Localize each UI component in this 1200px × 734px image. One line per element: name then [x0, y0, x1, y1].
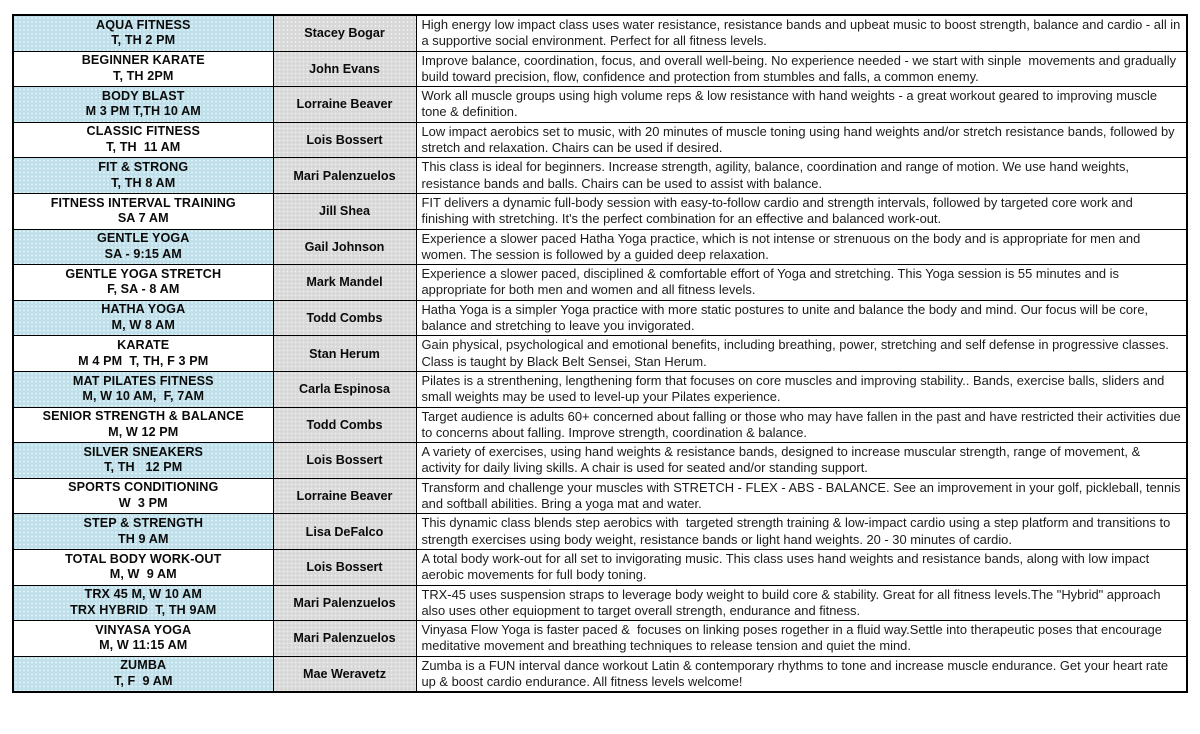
instructor-cell: Lois Bossert: [273, 549, 416, 585]
class-schedule: TRX HYBRID T, TH 9AM: [70, 602, 217, 617]
instructor-cell: Mark Mandel: [273, 265, 416, 301]
description-cell: Zumba is a FUN interval dance workout Latin & contemporary rhythms to tone and increase muscle endurance. Get your heart rate up & boost cardio endurance. All fitness levels welcome!: [416, 656, 1187, 692]
fitness-class-table: [12, 14, 1188, 693]
table-row: [13, 336, 1187, 372]
class-schedule: T, TH 8 AM: [111, 175, 176, 190]
class-cell: [13, 87, 273, 123]
class-schedule: SA - 9:15 AM: [104, 246, 182, 261]
instructor-cell: Todd Combs: [273, 407, 416, 443]
instructor-cell: Todd Combs: [273, 300, 416, 336]
table-row: [13, 656, 1187, 692]
description-cell: FIT delivers a dynamic full-body session with easy-to-follow cardio and strength intervals, followed by targeted core work and finishing with stretching. It's the perfect combination for an effective and balanced work-out.: [416, 193, 1187, 229]
class-cell: [13, 585, 273, 621]
instructor-cell: Jill Shea: [273, 193, 416, 229]
class-name: FITNESS INTERVAL TRAINING: [50, 195, 236, 210]
class-name: BEGINNER KARATE: [81, 53, 205, 68]
description-cell: High energy low impact class uses water resistance, resistance bands and upbeat music to boost strength, balance and cardio - all in a supportive social environment. Perfect for all fitness levels.: [416, 15, 1187, 51]
description-cell: Hatha Yoga is a simpler Yoga practice with more static postures to unite and balance the body and mind. Our focus will be core, balance and stretching to leave you invigorated.: [416, 300, 1187, 336]
class-schedule: M, W 8 AM: [111, 318, 175, 333]
description-cell: Improve balance, coordination, focus, and overall well-being. No experience needed - we start with sinple movements and gradually build toward precision, flow, confidence and protection from stumbles and falls, a common enemy.: [416, 51, 1187, 87]
class-schedule: SA 7 AM: [117, 211, 169, 226]
class-schedule: M, W 12 PM: [108, 424, 179, 439]
class-name: SILVER SNEAKERS: [83, 444, 204, 459]
table-row: [13, 621, 1187, 657]
class-cell: [13, 407, 273, 443]
class-name: STEP & STRENGTH: [83, 516, 204, 531]
class-schedule: T, TH 12 PM: [104, 460, 183, 475]
table-row: [13, 193, 1187, 229]
class-name: ZUMBA: [120, 658, 167, 673]
instructor-cell: Stan Herum: [273, 336, 416, 372]
table-row: [13, 514, 1187, 550]
table-row: [13, 122, 1187, 158]
class-name: KARATE: [117, 338, 170, 353]
instructor-cell: Lorraine Beaver: [273, 87, 416, 123]
description-cell: Pilates is a strenthening, lengthening form that focuses on core muscles and improving stability.. Bands, exercise balls, sliders and small weights may be used to level-up your Pilates experience.: [416, 371, 1187, 407]
class-cell: [13, 122, 273, 158]
description-cell: This dynamic class blends step aerobics with targeted strength training & low-impact cardio using a step platform and transitions to strength exercises using body weight, resistance bands or light hand weights. 20 - 30 minutes of cardio.: [416, 514, 1187, 550]
class-schedule: M 4 PM T, TH, F 3 PM: [78, 353, 209, 368]
description-cell: Transform and challenge your muscles with STRETCH - FLEX - ABS - BALANCE. See an improvement in your golf, pickleball, tennis and softball abilities. Bring a yoga mat and water.: [416, 478, 1187, 514]
class-schedule: T, TH 2PM: [113, 68, 174, 83]
class-cell: [13, 336, 273, 372]
class-schedule-page: [12, 14, 1186, 693]
class-cell: [13, 621, 273, 657]
class-schedule: T, TH 11 AM: [106, 140, 181, 155]
class-schedule: F, SA - 8 AM: [107, 282, 180, 297]
class-cell: [13, 15, 273, 51]
description-cell: Experience a slower paced Hatha Yoga practice, which is not intense or strenuous on the body and is appropriate for men and women. The session is followed by a guided deep relaxation.: [416, 229, 1187, 265]
class-cell: [13, 443, 273, 479]
instructor-cell: Stacey Bogar: [273, 15, 416, 51]
instructor-cell: Mari Palenzuelos: [273, 158, 416, 194]
description-cell: This class is ideal for beginners. Increase strength, agility, balance, coordination and range of motion. We use hand weights, resistance bands and balls. Chairs can be used to assist with balance.: [416, 158, 1187, 194]
table-row: [13, 51, 1187, 87]
instructor-cell: Gail Johnson: [273, 229, 416, 265]
class-name: FIT & STRONG: [98, 160, 189, 175]
instructor-cell: Lois Bossert: [273, 122, 416, 158]
class-name: MAT PILATES FITNESS: [72, 373, 214, 388]
class-cell: [13, 300, 273, 336]
class-schedule: M, W 10 AM, F, 7AM: [82, 389, 205, 404]
class-schedule: W 3 PM: [118, 496, 168, 511]
table-row: [13, 478, 1187, 514]
class-schedule: T, F 9 AM: [113, 673, 173, 688]
description-cell: Target audience is adults 60+ concerned about falling or those who may have fallen in the past and have restricted their activities due to concerns about falling. Improve strength, coordination & balance.: [416, 407, 1187, 443]
class-name: AQUA FITNESS: [96, 17, 191, 32]
description-cell: Vinyasa Flow Yoga is faster paced & focuses on linking poses rogether in a fluid way.Settle into therapeutic poses that encourage meditative movement and breathing techniques to release tension and quiet the mind.: [416, 621, 1187, 657]
class-name: VINYASA YOGA: [95, 622, 192, 637]
table-row: [13, 87, 1187, 123]
description-cell: A variety of exercises, using hand weights & resistance bands, designed to increase muscular strength, range of movement, & activity for daily living skills. A chair is used for seated and/or standing support.: [416, 443, 1187, 479]
instructor-cell: Lois Bossert: [273, 443, 416, 479]
class-name: TOTAL BODY WORK-OUT: [65, 551, 222, 566]
table-row: [13, 158, 1187, 194]
class-cell: [13, 265, 273, 301]
description-cell: TRX-45 uses suspension straps to leverage body weight to build core & stability. Great for all fitness levels.The "Hybrid" approach also uses other equiopment to target overall strength, endurance and fitness.: [416, 585, 1187, 621]
table-row: [13, 549, 1187, 585]
description-cell: Gain physical, psychological and emotional benefits, including breathing, power, stretching and self defense in progressive classes. Class is taught by Black Belt Sensei, Stan Herum.: [416, 336, 1187, 372]
class-cell: [13, 193, 273, 229]
class-name: GENTLE YOGA: [96, 231, 190, 246]
table-row: [13, 15, 1187, 51]
instructor-cell: Carla Espinosa: [273, 371, 416, 407]
class-schedule: T, TH 2 PM: [111, 33, 176, 48]
description-cell: Low impact aerobics set to music, with 20 minutes of muscle toning using hand weights and/or stretch resistance bands, followed by stretch and relaxation. Chairs can be used if desired.: [416, 122, 1187, 158]
class-cell: [13, 158, 273, 194]
table-row: [13, 585, 1187, 621]
schedule-rows: [13, 15, 1187, 692]
instructor-cell: John Evans: [273, 51, 416, 87]
class-name: CLASSIC FITNESS: [86, 124, 200, 139]
class-cell: [13, 51, 273, 87]
class-name: SPORTS CONDITIONING: [68, 480, 219, 495]
class-schedule: TH 9 AM: [117, 531, 169, 546]
class-name: HATHA YOGA: [101, 302, 186, 317]
table-row: [13, 443, 1187, 479]
table-row: [13, 229, 1187, 265]
class-cell: [13, 514, 273, 550]
table-row: [13, 407, 1187, 443]
class-schedule: M, W 9 AM: [109, 567, 177, 582]
table-row: [13, 300, 1187, 336]
description-cell: Experience a slower paced, disciplined & comfortable effort of Yoga and stretching. This Yoga session is 55 minutes and is appropriate for both men and women and all fitness levels.: [416, 265, 1187, 301]
class-cell: [13, 371, 273, 407]
class-name: BODY BLAST: [101, 88, 185, 103]
class-name: TRX 45 M, W 10 AM: [84, 587, 202, 602]
class-name: SENIOR STRENGTH & BALANCE: [42, 409, 244, 424]
table-row: [13, 371, 1187, 407]
class-cell: [13, 478, 273, 514]
description-cell: A total body work-out for all set to invigorating music. This class uses hand weights and resistance bands, along with low impact aerobic movements for full body toning.: [416, 549, 1187, 585]
description-cell: Work all muscle groups using high volume reps & low resistance with hand weights - a great workout geared to improving muscle tone & definition.: [416, 87, 1187, 123]
instructor-cell: Mari Palenzuelos: [273, 585, 416, 621]
class-cell: [13, 549, 273, 585]
instructor-cell: Mae Weravetz: [273, 656, 416, 692]
class-cell: [13, 229, 273, 265]
table-row: [13, 265, 1187, 301]
class-schedule: M 3 PM T,TH 10 AM: [85, 104, 201, 119]
class-name: GENTLE YOGA STRETCH: [65, 266, 222, 281]
class-schedule: M, W 11:15 AM: [99, 638, 188, 653]
instructor-cell: Mari Palenzuelos: [273, 621, 416, 657]
class-cell: [13, 656, 273, 692]
instructor-cell: Lisa DeFalco: [273, 514, 416, 550]
instructor-cell: Lorraine Beaver: [273, 478, 416, 514]
